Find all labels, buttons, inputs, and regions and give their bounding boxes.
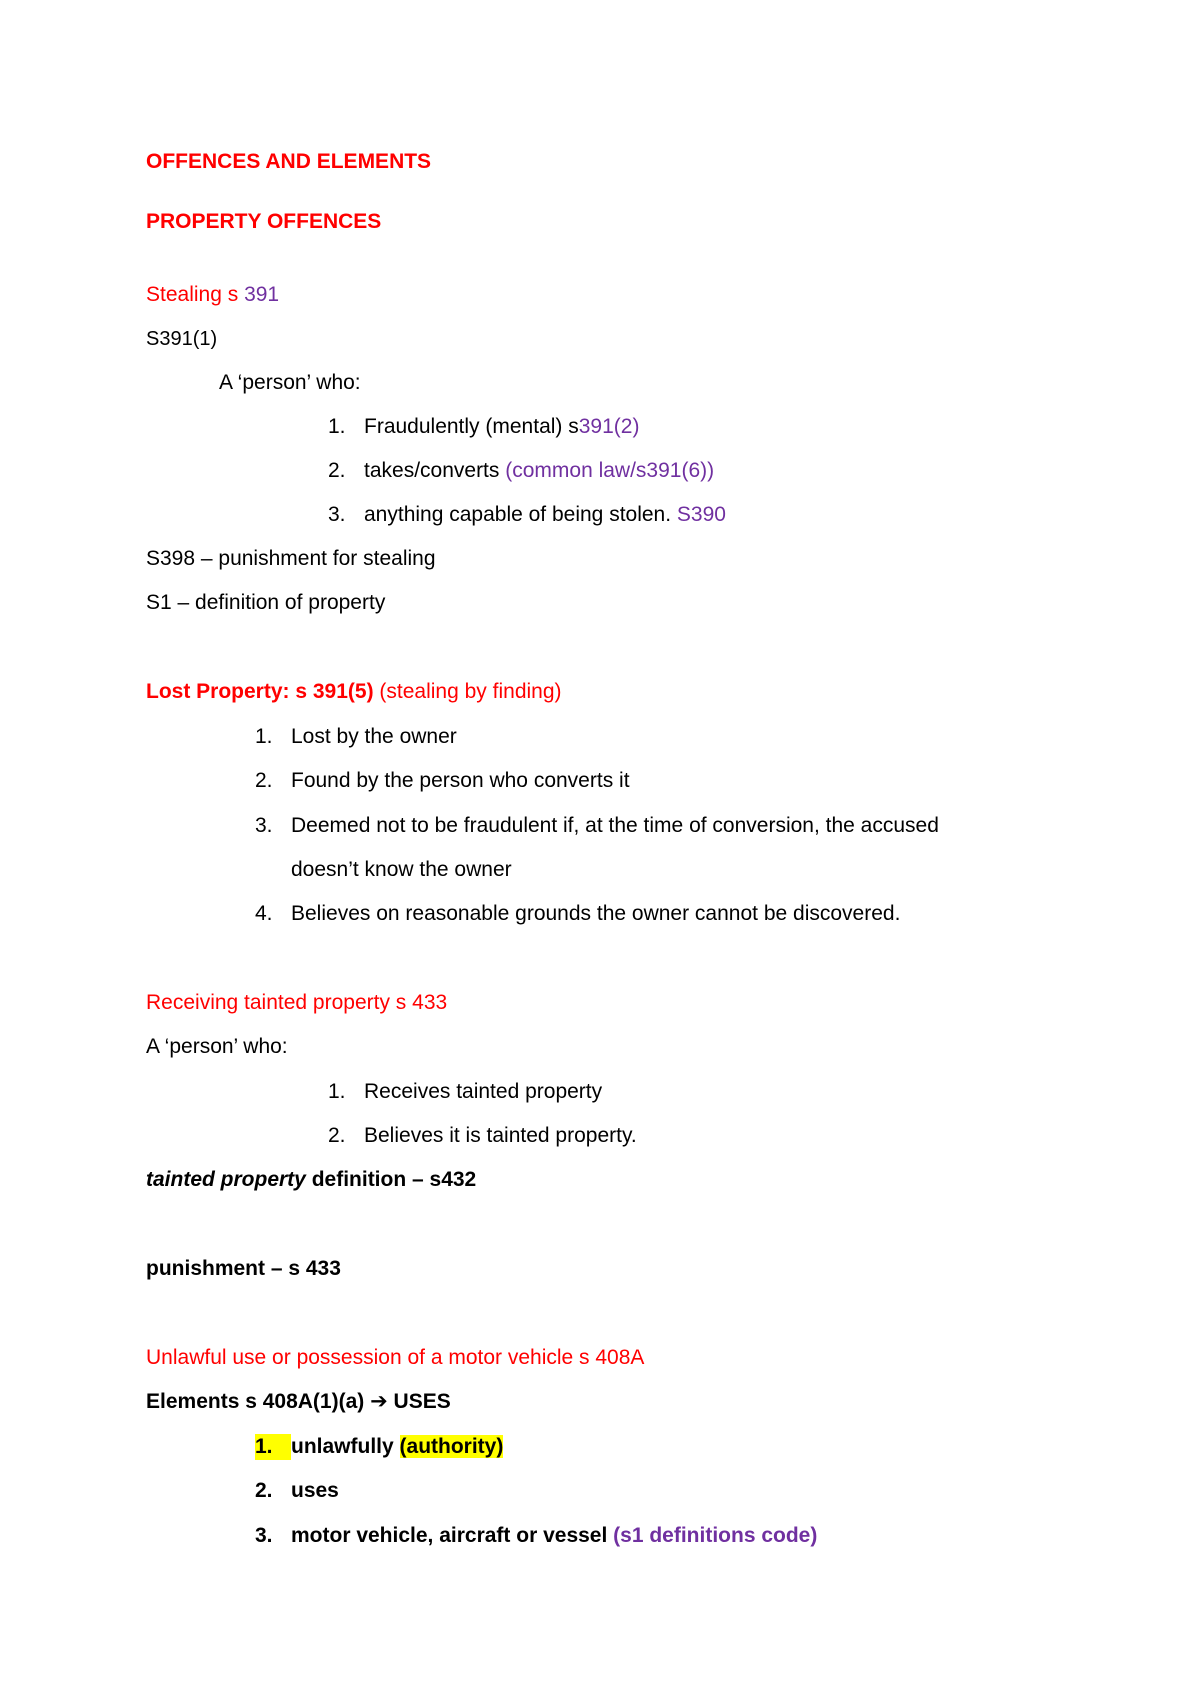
list-text: Believes on reasonable grounds the owner cannot be discovered. xyxy=(291,902,901,925)
list-ref: S390 xyxy=(676,503,726,526)
receiving-punishment: punishment – s 433 xyxy=(146,1257,341,1280)
list-text: uses xyxy=(291,1479,339,1502)
list-text: motor vehicle, aircraft or vessel xyxy=(291,1524,614,1547)
list-item xyxy=(255,813,939,839)
list-item-continuation: doesn’t know the owner xyxy=(291,858,512,881)
list-item xyxy=(328,414,639,440)
elements-uses: USES xyxy=(387,1390,451,1413)
list-item xyxy=(255,901,900,927)
list-item xyxy=(328,1123,637,1149)
stealing-heading xyxy=(146,282,279,308)
list-number: 3. xyxy=(328,503,346,526)
list-number: 1. xyxy=(328,415,346,438)
list-item xyxy=(255,724,457,750)
list-item xyxy=(328,458,714,484)
list-number: 2. xyxy=(255,1479,273,1502)
list-text: Found by the person who converts it xyxy=(291,769,630,792)
lost-property-heading-bold: Lost Property: s 391(5) xyxy=(146,680,374,703)
list-number: 1. xyxy=(255,725,273,748)
list-number: 1. xyxy=(255,1434,291,1460)
arrow-icon: ➔ xyxy=(370,1390,388,1413)
list-item xyxy=(328,502,726,528)
list-text: Lost by the owner xyxy=(291,725,457,748)
section-title: PROPERTY OFFENCES xyxy=(146,210,382,233)
vehicle-heading: Unlawful use or possession of a motor vehicle s 408A xyxy=(146,1346,645,1369)
stealing-subsection: S391(1) xyxy=(146,328,218,350)
list-number: 2. xyxy=(328,459,346,482)
list-ref: (s1 definitions code) xyxy=(613,1524,818,1547)
receiving-heading: Receiving tainted property s 433 xyxy=(146,991,448,1014)
lost-property-heading-rest: (stealing by finding) xyxy=(373,680,562,703)
list-item xyxy=(328,1079,602,1105)
stealing-heading-text: Stealing s xyxy=(146,283,245,306)
list-text: unlawfully xyxy=(291,1435,400,1458)
list-text: Believes it is tainted property. xyxy=(364,1124,637,1147)
list-item xyxy=(255,1434,503,1460)
list-number: 2. xyxy=(328,1124,346,1147)
definition-ref: definition – s432 xyxy=(305,1168,477,1191)
lost-property-heading xyxy=(146,679,562,705)
list-text: Receives tainted property xyxy=(364,1080,603,1103)
defined-term: tainted property xyxy=(146,1168,306,1191)
stealing-note-punishment: S398 – punishment for stealing xyxy=(146,547,436,570)
list-number: 4. xyxy=(255,902,273,925)
tainted-property-definition xyxy=(146,1167,476,1193)
list-number: 3. xyxy=(255,1524,273,1547)
list-text: takes/converts xyxy=(364,459,506,482)
list-ref-highlight: (authority) xyxy=(399,1435,504,1458)
vehicle-elements-label xyxy=(146,1389,451,1415)
list-ref: 391(2) xyxy=(578,415,640,438)
document-title: OFFENCES AND ELEMENTS xyxy=(146,150,432,173)
stealing-intro: A ‘person’ who: xyxy=(219,371,361,394)
list-item xyxy=(255,768,630,794)
list-number: 1. xyxy=(328,1080,346,1103)
list-text: Deemed not to be fraudulent if, at the time of conversion, the accused xyxy=(291,814,939,837)
list-text: anything capable of being stolen. xyxy=(364,503,677,526)
list-item xyxy=(255,1478,339,1504)
stealing-note-definition: S1 – definition of property xyxy=(146,591,386,614)
elements-text: Elements s 408A(1)(a) xyxy=(146,1390,371,1413)
list-ref: (common law/s391(6)) xyxy=(505,459,715,482)
list-text: Fraudulently (mental) s xyxy=(364,415,579,438)
receiving-intro: A ‘person’ who: xyxy=(146,1035,288,1058)
list-number: 2. xyxy=(255,769,273,792)
list-item xyxy=(255,1523,817,1549)
stealing-heading-ref: 391 xyxy=(244,283,280,306)
list-number: 3. xyxy=(255,814,273,837)
